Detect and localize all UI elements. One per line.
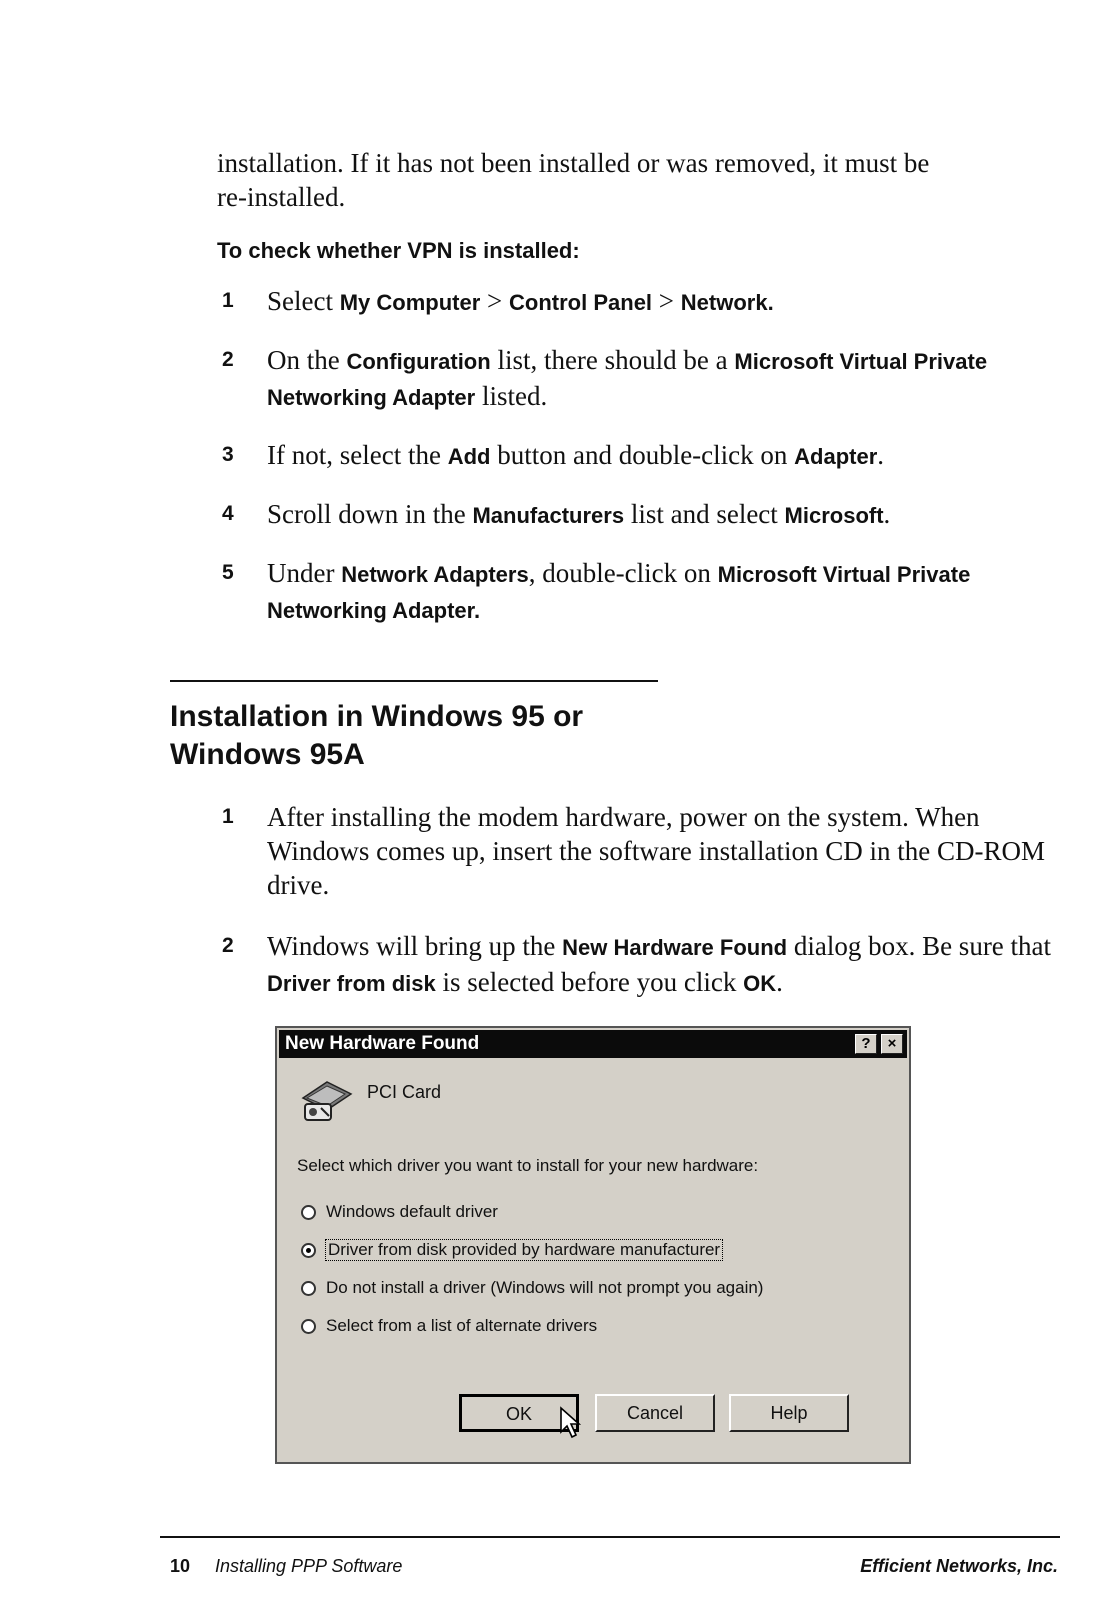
step-text: > (652, 286, 681, 316)
intro-line-2: re-installed. (217, 182, 346, 212)
driver-prompt: Select which driver you want to install for your new hardware: (297, 1156, 759, 1175)
check-vpn-heading: To check whether VPN is installed: (217, 238, 580, 263)
step-text: . (877, 440, 885, 470)
step-text: dialog box. Be sure that (787, 931, 1052, 961)
step-bold: Microsoft (784, 503, 884, 528)
option-label: Select from a list of alternate drivers (326, 1316, 598, 1335)
step-text: > (480, 286, 510, 316)
section-heading: Installation in Windows 95 or Windows 95A (170, 700, 584, 771)
ok-button[interactable]: OK (459, 1394, 579, 1432)
step-bold: OK (743, 971, 777, 996)
radio-button[interactable] (301, 1205, 316, 1220)
step-text: list, there should be a (490, 345, 735, 375)
mouse-pointer-icon (559, 1406, 583, 1440)
list-item (222, 556, 1052, 628)
dialog-titlebar[interactable] (279, 1030, 907, 1058)
footer-section-title: Installing PPP Software (215, 1556, 403, 1576)
step-text: is selected before you click (435, 967, 744, 997)
list-item (222, 438, 1052, 474)
list-item (222, 343, 1052, 415)
option-label: Do not install a driver (Windows will not prompt you again) (326, 1278, 764, 1297)
footer-divider (160, 1536, 1060, 1538)
option-windows-default[interactable] (301, 1202, 498, 1222)
step-bold: My Computer (339, 290, 481, 315)
intro-line-1: installation. If it has not been installed or was removed, it must be (217, 148, 930, 178)
step-bold: Driver from disk (267, 971, 436, 996)
step-text: Windows will bring up the (267, 931, 563, 961)
new-hardware-found-dialog (275, 1026, 911, 1464)
step-text: . (883, 499, 891, 529)
footer-company: Efficient Networks, Inc. (860, 1556, 1058, 1576)
step-text: listed. (475, 381, 548, 411)
option-select-from-list[interactable] (301, 1316, 597, 1336)
step-bold: Adapter (794, 444, 878, 469)
close-icon[interactable]: × (881, 1034, 903, 1054)
option-driver-from-disk[interactable] (301, 1240, 722, 1260)
step-text: Under (267, 558, 342, 588)
step-text: After installing the modem hardware, power on the system. When Windows comes up, insert the software installation CD in the CD-ROM drive. (267, 802, 1046, 900)
step-text: On the (267, 345, 347, 375)
step-number: 5 (222, 561, 234, 584)
cancel-button[interactable]: Cancel (595, 1394, 715, 1432)
help-button[interactable]: Help (729, 1394, 849, 1432)
step-bold: Network. (680, 290, 774, 315)
section-divider (170, 680, 658, 682)
step-number: 4 (222, 502, 234, 525)
step-number: 3 (222, 443, 234, 466)
radio-button[interactable] (301, 1319, 316, 1334)
step-number: 2 (222, 348, 234, 371)
radio-button[interactable] (301, 1281, 316, 1296)
step-number: 2 (222, 934, 234, 957)
list-item (222, 800, 1052, 902)
step-number: 1 (222, 805, 234, 828)
step-bold: Microsoft Virtual Private Networking Adapter (267, 349, 988, 410)
step-bold: Control Panel (509, 290, 653, 315)
step-bold: Manufacturers (472, 503, 625, 528)
option-do-not-install[interactable] (301, 1278, 763, 1298)
option-label: Driver from disk provided by hardware manufacturer (328, 1240, 721, 1259)
step-bold: Configuration (346, 349, 491, 374)
intro-paragraph (217, 146, 1057, 214)
step-text: button and double-click on (490, 440, 795, 470)
step-text: Select (267, 286, 340, 316)
step-bold: New Hardware Found (562, 935, 788, 960)
list-item (222, 284, 1052, 320)
install-steps-list (222, 800, 1052, 1001)
step-bold: Add (447, 444, 491, 469)
step-text: , double-click on (528, 558, 718, 588)
check-steps-list (222, 284, 1052, 628)
step-bold: Microsoft Virtual Private Networking Adapter. (267, 562, 971, 623)
device-name: PCI Card (367, 1082, 442, 1102)
step-text: If not, select the (267, 440, 448, 470)
step-text: list and select (624, 499, 785, 529)
step-text: . (776, 967, 783, 997)
page-number: 10 (170, 1556, 191, 1576)
step-number: 1 (222, 289, 234, 312)
pci-card-icon (297, 1076, 355, 1124)
step-text: Scroll down in the (267, 499, 473, 529)
list-item (222, 497, 1052, 533)
dialog-title: New Hardware Found (285, 1033, 480, 1054)
step-bold: Network Adapters (341, 562, 529, 587)
list-item (222, 929, 1052, 1001)
radio-button[interactable] (301, 1243, 316, 1258)
help-icon[interactable]: ? (855, 1034, 877, 1054)
option-label: Windows default driver (326, 1202, 498, 1221)
